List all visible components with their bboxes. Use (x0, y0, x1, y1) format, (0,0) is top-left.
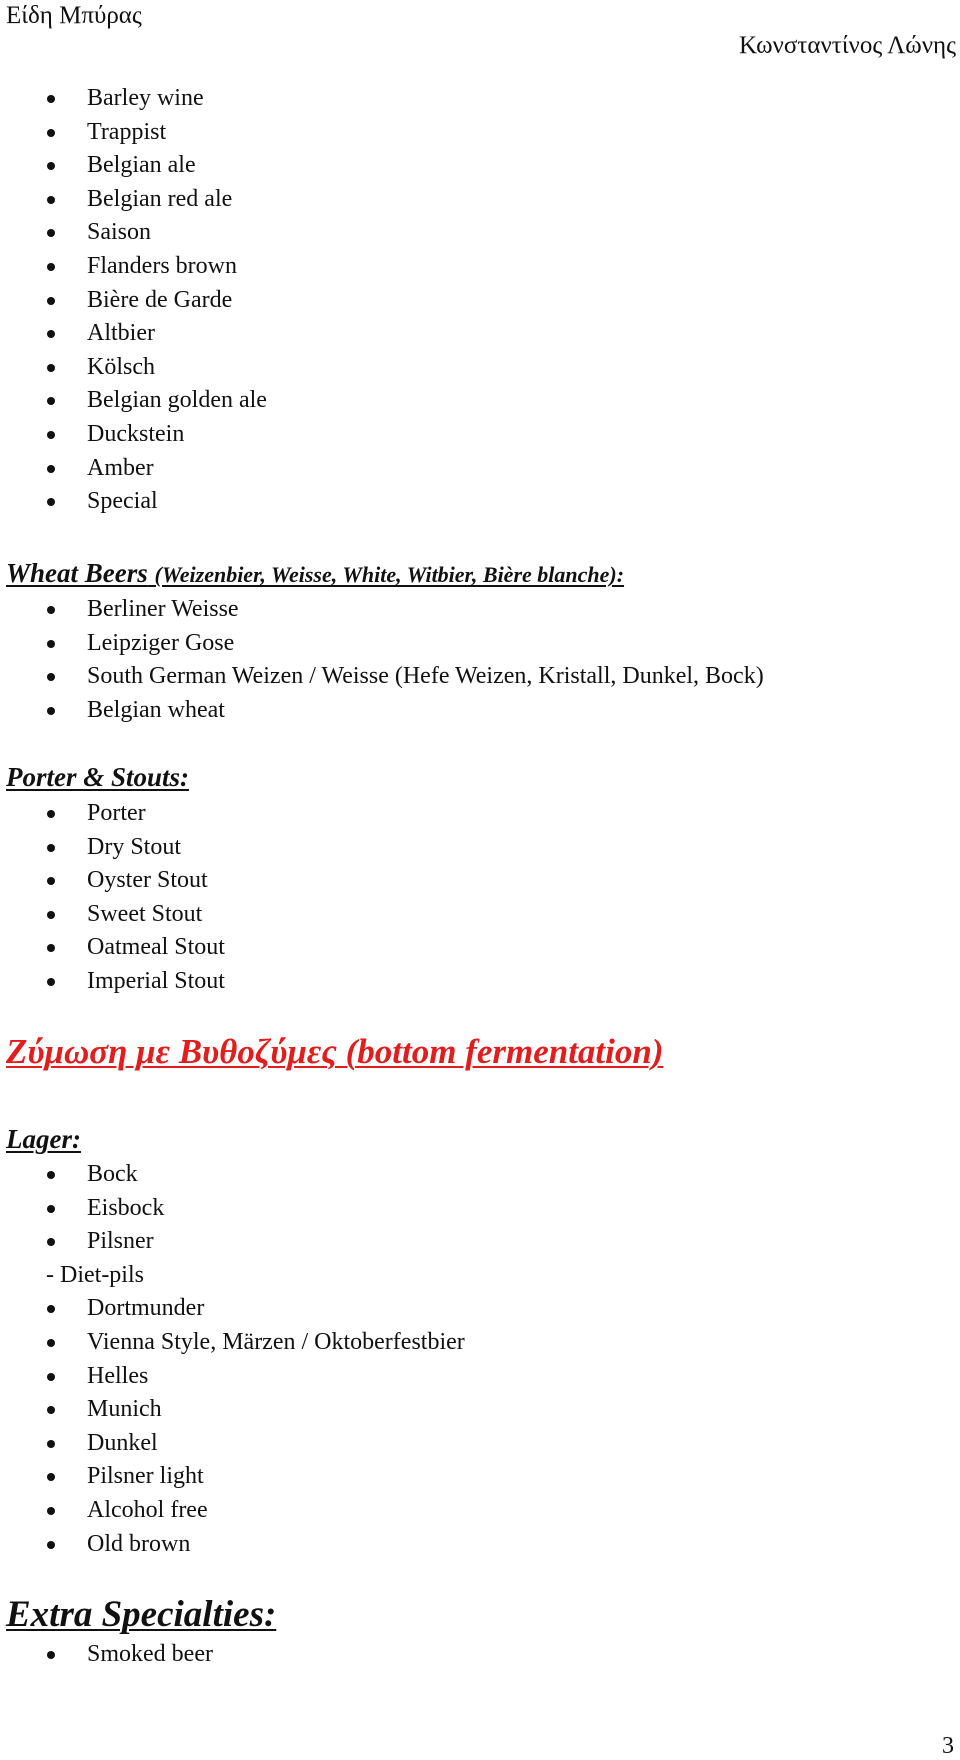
list-item: Flanders brown (0, 250, 960, 284)
list-item: Pilsner (0, 1225, 960, 1259)
extra-section (0, 1638, 960, 1672)
list-item: Vienna Style, Märzen / Oktoberfestbier (0, 1326, 960, 1360)
list-item: Pilsner light (0, 1460, 960, 1494)
wheat-list (0, 593, 960, 727)
list-item: Saison (0, 216, 960, 250)
page-number: 3 (942, 1733, 954, 1759)
wheat-beers-heading (6, 556, 624, 592)
list-item: Leipziger Gose (0, 627, 960, 661)
top-beer-list (0, 82, 960, 519)
list-item: Porter (0, 797, 960, 831)
porter-section (0, 797, 960, 999)
list-item: Oatmeal Stout (0, 931, 960, 965)
list-item: Helles (0, 1360, 960, 1394)
list-item: Amber (0, 452, 960, 486)
lager-heading: Lager: (6, 1124, 81, 1154)
porter-list (0, 797, 960, 999)
lager-section (0, 1158, 960, 1561)
header-left-title: Είδη Μπύρας (6, 2, 142, 29)
wheat-title: Wheat Beers (6, 558, 148, 588)
list-item: Belgian red ale (0, 183, 960, 217)
wheat-note: (Weizenbier, Weisse, White, Witbier, Bière blanche): (154, 562, 625, 587)
list-item: Kölsch (0, 351, 960, 385)
list-item: Old brown (0, 1528, 960, 1562)
list-item: Duckstein (0, 418, 960, 452)
porter-heading: Porter & Stouts: (6, 762, 190, 792)
list-item: Belgian golden ale (0, 384, 960, 418)
list-item: Eisbock (0, 1192, 960, 1226)
list-item: Trappist (0, 116, 960, 150)
list-item: Dunkel (0, 1427, 960, 1461)
top-list-section (0, 82, 960, 519)
lager-list-b (0, 1292, 960, 1561)
list-item: Munich (0, 1393, 960, 1427)
list-item: Belgian wheat (0, 694, 960, 728)
lager-list-a (0, 1158, 960, 1259)
list-item: Dortmunder (0, 1292, 960, 1326)
list-item: Imperial Stout (0, 965, 960, 999)
extra-specialties-heading: Extra Specialties: (6, 1594, 277, 1635)
list-item: Bière de Garde (0, 284, 960, 318)
list-item: Special (0, 485, 960, 519)
list-item: Bock (0, 1158, 960, 1192)
list-item: Alcohol free (0, 1494, 960, 1528)
list-item: Altbier (0, 317, 960, 351)
header-author: Κωνσταντίνος Λώνης (738, 32, 956, 59)
lager-sub-item: - Diet-pils (46, 1261, 144, 1288)
list-item: South German Weizen / Weisse (Hefe Weizen, Kristall, Dunkel, Bock) (0, 660, 960, 694)
list-item: Oyster Stout (0, 864, 960, 898)
list-item: Barley wine (0, 82, 960, 116)
list-item: Sweet Stout (0, 898, 960, 932)
wheat-section (0, 593, 960, 727)
extra-list (0, 1638, 960, 1672)
list-item: Smoked beer (0, 1638, 960, 1672)
list-item: Berliner Weisse (0, 593, 960, 627)
list-item: Dry Stout (0, 831, 960, 865)
bottom-fermentation-heading: Ζύμωση με Βυθοζύμες (bottom fermentation) (6, 1032, 664, 1071)
list-item: Belgian ale (0, 149, 960, 183)
